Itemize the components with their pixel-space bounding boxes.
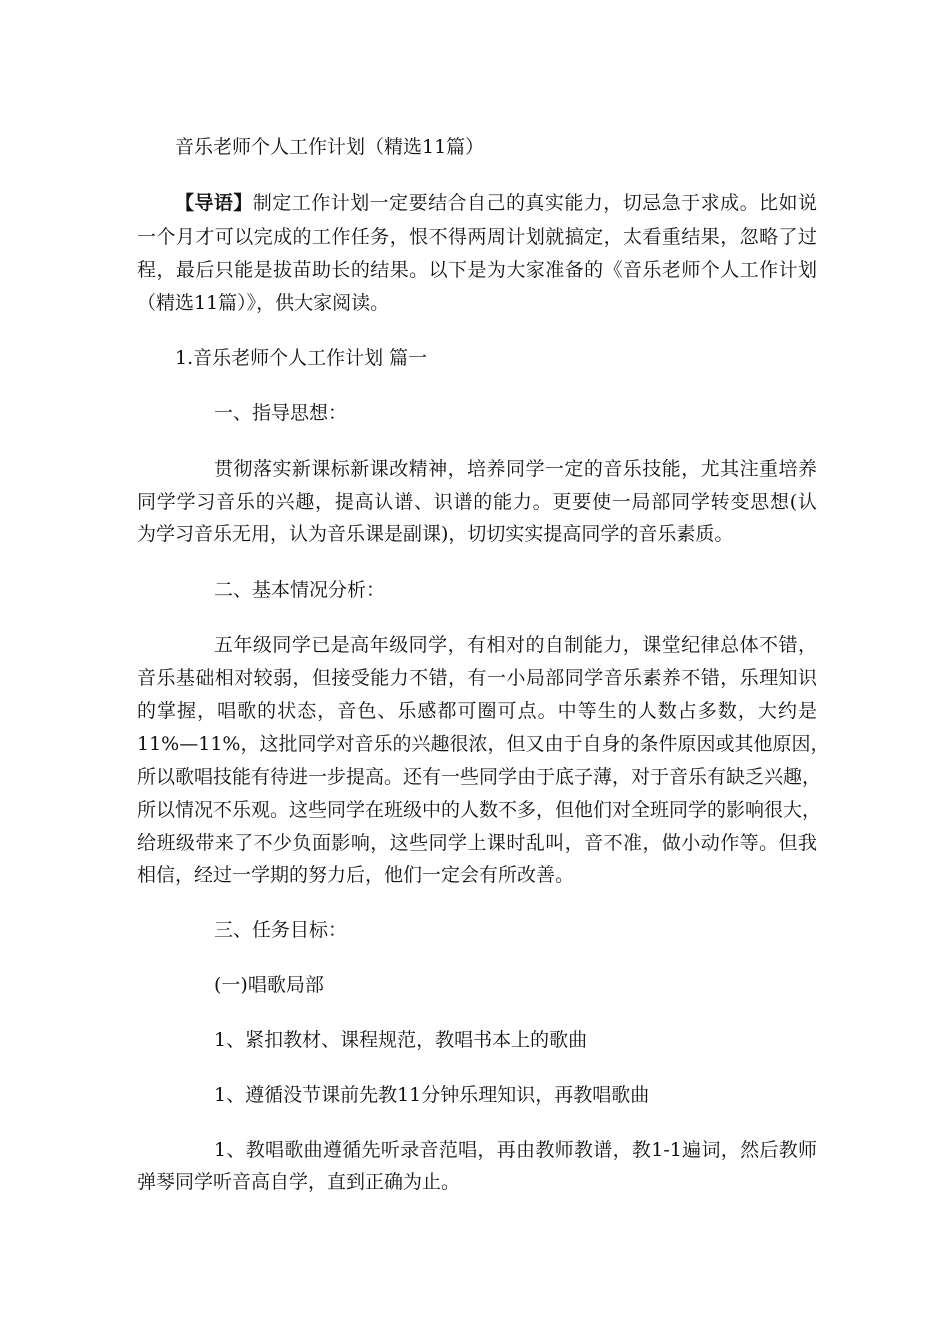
intro-line-4: （精选11篇）》，供大家阅读。 xyxy=(137,292,390,314)
list-item-1: 1、紧扣教材、课程规范，教唱书本上的歌曲 xyxy=(214,1029,588,1051)
part3-heading: 三、任务目标： xyxy=(214,919,348,941)
part2-line-5: 所以歌唱技能有待进一步提高。还有一些同学由于底子薄，对于音乐有缺乏兴趣， xyxy=(137,766,822,788)
part2-line-2: 音乐基础相对较弱，但接受能力不错，有一小局部同学音乐素养不错，乐理知识 xyxy=(137,667,817,689)
intro-line-1 xyxy=(175,188,817,218)
list-item-3-line-1: 1、教唱歌曲遵循先听录音范唱，再由教师教谱，教1-1遍词，然后教师 xyxy=(214,1139,817,1161)
part2-line-7: 给班级带来了不少负面影响，这些同学上课时乱叫，音不准，做小动作等。但我 xyxy=(137,832,817,854)
part2-heading: 二、基本情况分析： xyxy=(214,579,386,601)
part2-line-1: 五年级同学已是高年级同学，有相对的自制能力，课堂纪律总体不错， xyxy=(214,634,817,656)
document-title: 音乐老师个人工作计划（精选11篇） xyxy=(175,136,485,158)
intro-lead: 【导语】 xyxy=(175,192,253,214)
intro-line-3: 程，最后只能是拔苗助长的结果。以下是为大家准备的《音乐老师个人工作计划 xyxy=(137,259,817,281)
section-heading: 1.音乐老师个人工作计划 篇一 xyxy=(175,347,428,369)
part2-line-4: 11%—11%，这批同学对音乐的兴趣很浓，但又由于自身的条件原因或其他原因， xyxy=(137,733,830,755)
part1-line-1: 贯彻落实新课标新课改精神，培养同学一定的音乐技能，尤其注重培养 xyxy=(214,458,817,480)
part1-line-3: 为学习音乐无用，认为音乐课是副课)，切切实实提高同学的音乐素质。 xyxy=(137,523,734,545)
sub1-heading: (一)唱歌局部 xyxy=(214,974,324,996)
list-item-2: 1、遵循没节课前先教11分钟乐理知识，再教唱歌曲 xyxy=(214,1084,650,1106)
part2-line-3: 的掌握，唱歌的状态，音色、乐感都可圈可点。中等生的人数占多数，大约是 xyxy=(137,700,817,722)
part1-line-2: 同学学习音乐的兴趣，提高认谱、识谱的能力。更要使一局部同学转变思想(认 xyxy=(137,491,817,513)
part1-heading: 一、指导思想： xyxy=(214,402,348,424)
intro-line-1-text: 制定工作计划一定要结合自己的真实能力，切忌急于求成。比如说 xyxy=(252,192,817,214)
part2-line-8: 相信，经过一学期的努力后，他们一定会有所改善。 xyxy=(137,864,575,886)
part2-line-6: 所以情况不乐观。这些同学在班级中的人数不多，但他们对全班同学的影响很大， xyxy=(137,799,822,821)
list-item-3-line-2: 弹琴同学听音高自学，直到正确为止。 xyxy=(137,1171,461,1193)
intro-line-2: 一个月才可以完成的工作任务，恨不得两周计划就搞定，太看重结果，忽略了过 xyxy=(137,226,817,248)
